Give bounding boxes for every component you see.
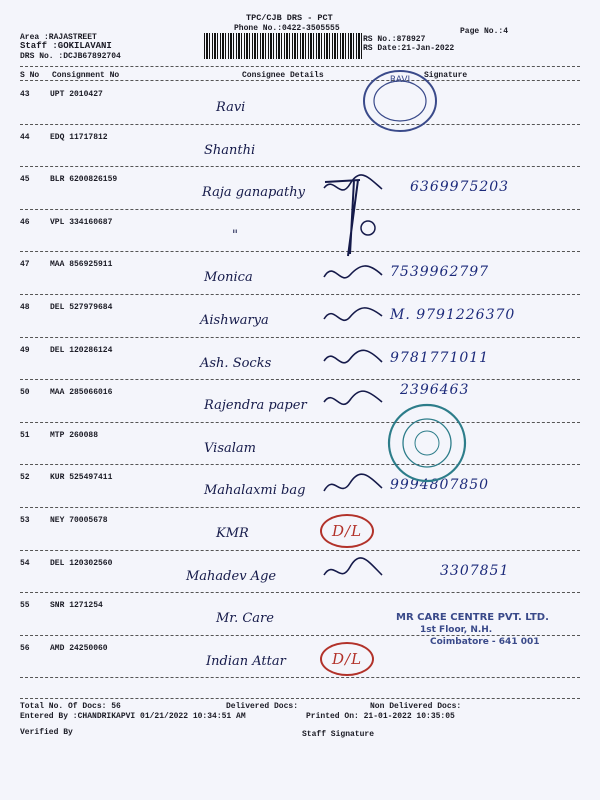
- consignee-name: ": [232, 227, 238, 243]
- signature-scribble: [320, 557, 390, 587]
- signature-scribble: [320, 344, 390, 374]
- serial-number: 44: [20, 132, 30, 142]
- consignee-name: Aishwarya: [200, 313, 269, 328]
- mr-care-stamp: [396, 612, 549, 648]
- consignment-number: MAA 856925911: [50, 260, 113, 270]
- signature-scribble: [320, 471, 390, 501]
- delivered-docs: Delivered Docs:: [226, 702, 299, 711]
- consignment-number: NEY 70005678: [50, 516, 108, 525]
- signature-scribble: [320, 386, 390, 416]
- consignment-row: [20, 551, 580, 594]
- serial-number: 46: [20, 217, 30, 227]
- consignee-name: Monica: [204, 270, 253, 286]
- consignment-row: [20, 125, 580, 168]
- consignment-number: DEL 120286124: [50, 345, 113, 355]
- drs-number: DRS No. :DCJB67892704: [20, 52, 121, 61]
- staff-signature: Staff Signature: [302, 730, 375, 739]
- consignment-number: EDQ 11717812: [50, 132, 108, 142]
- stamp-line3: Coimbatore - 641 001: [430, 637, 540, 647]
- signature-scribble: [320, 258, 390, 288]
- footer-divider: [20, 698, 580, 699]
- serial-number: 47: [20, 260, 30, 270]
- dl-mark: D/L: [320, 642, 374, 676]
- consignment-row: [20, 338, 580, 381]
- col-sno: S No: [20, 71, 40, 80]
- serial-number: 43: [20, 90, 30, 99]
- consignee-name: Mahalaxmi bag: [204, 483, 306, 499]
- stamp-line2: 1st Floor, N.H.: [420, 625, 493, 635]
- consignee-name: KMR: [216, 526, 249, 541]
- consignment-row: [20, 465, 580, 508]
- consignment-row: [20, 167, 580, 210]
- page-number: Page No.:4: [460, 27, 509, 36]
- consignee-name: Rajendra paper: [204, 398, 307, 414]
- printed-on: Printed On: 21-01-2022 10:35:05: [306, 712, 455, 721]
- consignment-number: SNR 1271254: [50, 601, 103, 611]
- contact-number: M. 9791226370: [390, 307, 516, 323]
- contact-number: 9994807850: [390, 477, 490, 494]
- consignment-number: BLR 6200826159: [50, 175, 118, 185]
- coimbatore-stamp: [382, 402, 472, 484]
- col-consignment: Consignment No: [52, 71, 120, 80]
- phone-number: Phone No.:0422-3505555: [234, 24, 340, 33]
- consignment-row: [20, 508, 580, 551]
- consignment-row: [20, 423, 580, 466]
- dl-mark: D/L: [320, 514, 374, 548]
- serial-number: 51: [20, 430, 30, 440]
- consignment-number: KUR 525497411: [50, 473, 113, 483]
- consignment-number: DEL 527979684: [50, 303, 113, 312]
- contact-number: 3307851: [440, 562, 510, 579]
- non-delivered-docs: Non Delivered Docs:: [370, 702, 462, 711]
- consignee-name: Raja ganapathy: [202, 185, 305, 201]
- rs-number: RS No.:878927: [363, 35, 426, 44]
- consignment-row: [20, 252, 580, 295]
- ravi-stamp: [360, 68, 440, 134]
- contact-number: 6369975203: [410, 179, 510, 196]
- consignment-number: AMD 24250060: [50, 643, 108, 653]
- contact-number: 2396463: [400, 382, 470, 399]
- consignment-number: MTP 260088: [50, 430, 99, 440]
- consignment-row: [20, 82, 580, 125]
- contact-number: 9781771011: [390, 349, 490, 366]
- stamp-line1: MR CARE CENTRE PVT. LTD.: [396, 612, 549, 623]
- barcode: [204, 33, 364, 59]
- consignment-row: [20, 380, 580, 423]
- header-divider: [20, 66, 580, 67]
- serial-number: 50: [20, 388, 30, 398]
- serial-number: 52: [20, 473, 30, 483]
- entered-by: Entered By :CHANDRIKAPVI 01/21/2022 10:34:51 AM: [20, 712, 246, 721]
- serial-number: 56: [20, 643, 30, 653]
- consignee-name: Indian Attar: [206, 653, 286, 669]
- column-divider: [20, 80, 580, 81]
- serial-number: 54: [20, 558, 30, 568]
- total-docs: Total No. Of Docs: 56: [20, 702, 121, 711]
- consignee-name: Shanthi: [204, 142, 256, 158]
- consignment-number: MAA 285066016: [50, 388, 113, 398]
- signature-scribble: [320, 301, 390, 331]
- serial-number: 48: [20, 303, 30, 312]
- verified-by: Verified By: [20, 728, 73, 737]
- area-label: Area :RAJASTREET: [20, 33, 97, 42]
- consignee-name: Visalam: [204, 440, 256, 456]
- document-title: TPC/CJB DRS - PCT: [246, 13, 333, 23]
- consignee-name: Mahadev Age: [186, 568, 277, 584]
- consignee-name: Ash. Socks: [200, 355, 272, 371]
- consignment-number: UPT 2010427: [50, 90, 103, 99]
- bracket-signature: [320, 176, 380, 260]
- consignee-name: Ravi: [216, 100, 246, 115]
- consignment-number: VPL 334160687: [50, 217, 113, 227]
- serial-number: 55: [20, 601, 30, 611]
- stamp-label: RAVI: [389, 75, 411, 85]
- consignment-row: [20, 295, 580, 338]
- serial-number: 53: [20, 516, 30, 525]
- rs-date: RS Date:21-Jan-2022: [363, 44, 455, 53]
- contact-number: 7539962797: [390, 264, 490, 281]
- consignee-name: Mr. Care: [216, 611, 274, 627]
- col-signature: Signature: [424, 71, 468, 80]
- col-consignee: Consignee Details: [242, 71, 324, 80]
- consignment-row: [20, 210, 580, 253]
- serial-number: 49: [20, 345, 30, 355]
- staff-label: Staff :GOKILAVANI: [20, 41, 112, 51]
- consignment-number: DEL 120302560: [50, 558, 113, 568]
- serial-number: 45: [20, 175, 30, 185]
